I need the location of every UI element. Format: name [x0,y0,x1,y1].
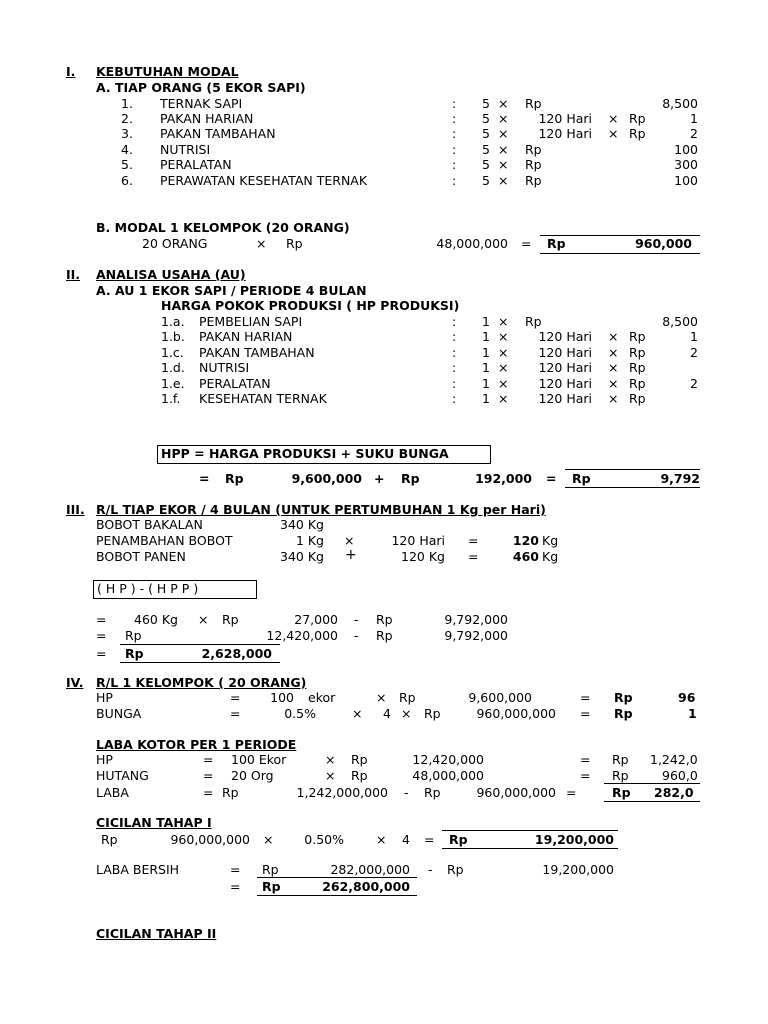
bobot-panen-label: BOBOT PANEN [96,549,186,564]
item-name: PAKAN TAMBAHAN [199,345,315,360]
item-days: 120 Hari [538,376,592,391]
hutang-value: 960,000,000 [476,785,556,800]
item-name: PERALATAN [160,157,232,172]
hutang-per-orang: 48,000,000 [412,768,484,783]
equals-sign: = [230,879,241,894]
rp-label: Rp [629,329,646,344]
unit-kg: Kg [542,549,559,564]
times-sign: × [263,832,274,847]
rp-label: Rp [447,862,464,877]
rp-label: Rp [399,690,416,705]
hasil-penjualan: 12,420,000 [266,628,338,643]
rp-label: Rp [225,471,244,486]
times-sign: × [325,768,336,783]
times-sign: × [498,173,509,188]
colon: : [452,360,457,375]
rp-label: Rp [629,345,646,360]
penambahan-bobot-label: PENAMBAHAN BOBOT [96,533,233,548]
bunga-persen: 0.50% [304,832,344,847]
total-bottom-rule [604,801,700,802]
item-days: 120 Hari [538,345,592,360]
section-3-number: III. [66,502,85,517]
item-value: 100 [674,142,698,157]
hp-kotor-value: 1,242,000,000 [296,785,388,800]
hpp-formula: HPP = HARGA PRODUKSI + SUKU BUNGA [161,446,449,461]
rp-label: Rp [222,785,239,800]
hpp-value: 9,792,000 [444,628,508,643]
section-1-title: KEBUTUHAN MODAL [96,64,239,79]
item-name: KESEHATAN TERNAK [199,391,327,406]
equals-sign: = [96,612,107,627]
item-name: PERAWATAN KESEHATAN TERNAK [160,173,368,188]
item-value: 1 [690,329,698,344]
times-sign: × [498,329,509,344]
bobot-bakalan-label: BOBOT BAKALAN [96,517,203,532]
equals-sign: = [230,706,241,721]
equals-sign: = [230,690,241,705]
rp-label: Rp [125,646,144,661]
colon: : [452,345,457,360]
equals-sign: = [199,471,210,486]
laba-bersih-total: 262,800,000 [322,879,410,894]
times-sign: × [498,157,509,172]
laba-kotor-title: LABA KOTOR PER 1 PERIODE [96,737,297,752]
item-quantity: 5 [482,111,490,126]
rp-label: Rp [125,628,142,643]
section-2-number: II. [66,267,81,282]
unit-kg: Kg [542,533,559,548]
rp-label: Rp [525,173,542,188]
times-sign: × [608,126,619,141]
harga-per-kg: 27,000 [294,612,338,627]
result-bottom-rule [120,662,280,663]
item-number: 1.b. [161,329,185,344]
item-value: 2 [690,345,698,360]
jumlah-ekor: 100 [270,690,294,705]
item-number: 6. [121,173,133,188]
cicilan-2-title: CICILAN TAHAP II [96,926,217,941]
item-value: 1 [690,111,698,126]
item-quantity: 5 [482,126,490,141]
times-sign: × [325,752,336,767]
item-days: 120 Hari [538,111,592,126]
hp-label: HP [96,690,113,705]
item-number: 4. [121,142,133,157]
item-name: PAKAN HARIAN [160,111,254,126]
rp-label: Rp [222,612,239,627]
hp-kelompok-total: 96 [678,690,696,705]
times-sign: × [376,832,387,847]
item-quantity: 1 [482,391,490,406]
item-name: PERALATAN [199,376,271,391]
rp-label: Rp [376,612,393,627]
jumlah-orang: 20 Org [231,768,274,783]
cicilan-1-title: CICILAN TAHAP I [96,815,212,830]
equals-sign: = [96,646,107,661]
sub-a-title: A. TIAP ORANG (5 EKOR SAPI) [96,80,306,95]
bobot-bakalan-value: 340 Kg [280,517,324,532]
harga-produksi-value: 9,600,000 [291,471,362,486]
item-number: 1.c. [161,345,184,360]
rp-label: Rp [629,376,646,391]
plus-sign: + [374,471,385,486]
item-number: 5. [121,157,133,172]
bobot-jual: 460 Kg [134,612,178,627]
item-value: 8,500 [662,314,698,329]
hp-per-ekor: 9,600,000 [468,690,532,705]
item-number: 2. [121,111,133,126]
item-value: 2 [690,126,698,141]
total-top-rule [442,830,618,831]
colon: : [452,314,457,329]
colon: : [452,391,457,406]
times-sign: × [344,533,355,548]
equals-sign: = [566,785,577,800]
rp-label: Rp [525,157,542,172]
item-value: 300 [674,157,698,172]
item-quantity: 5 [482,157,490,172]
times-sign: × [608,111,619,126]
rp-label: Rp [629,360,646,375]
item-number: 1.e. [161,376,185,391]
times-sign: × [498,360,509,375]
times-sign: × [352,706,363,721]
equals-sign: = [468,533,479,548]
result-top-rule [120,644,280,645]
minus-sign: - [428,862,433,877]
item-number: 1.f. [161,391,181,406]
hpp-total: 9,792 [660,471,700,486]
item-value: 2 [690,376,698,391]
total-bottom-rule [442,848,618,849]
item-quantity: 1 [482,314,490,329]
jumlah-bulan: 4 [383,706,391,721]
item-days: 120 Hari [538,329,592,344]
times-sign: × [256,236,267,251]
hp-label: HP [96,752,113,767]
item-days: 120 Hari [538,391,592,406]
rp-label: Rp [612,768,629,783]
rp-label: Rp [401,471,420,486]
rp-label: Rp [629,391,646,406]
colon: : [452,376,457,391]
equals-sign: = [580,706,591,721]
item-quantity: 5 [482,173,490,188]
equals-sign: = [203,785,214,800]
item-name: PEMBELIAN SAPI [199,314,303,329]
cicilan-1-total: 19,200,000 [534,832,614,847]
item-value: 8,500 [662,96,698,111]
item-number: 1. [121,96,133,111]
sub-b-title: B. MODAL 1 KELOMPOK (20 ORANG) [96,220,350,235]
times-sign: × [498,376,509,391]
times-sign: × [498,345,509,360]
rp-label: Rp [525,142,542,157]
bobot-panen-total: 460 [512,549,539,564]
times-sign: × [498,126,509,141]
item-name: NUTRISI [160,142,211,157]
item-quantity: 1 [482,360,490,375]
times-sign: × [401,706,412,721]
suku-bunga-value: 192,000 [475,471,532,486]
equals-sign: = [203,768,214,783]
times-sign: × [608,345,619,360]
modal-per-orang: 48,000,000 [436,236,508,251]
item-number: 1.a. [161,314,185,329]
unit-ekor: ekor [308,690,336,705]
hpp-value: 9,792,000 [444,612,508,627]
equals-sign: = [203,752,214,767]
rp-label: Rp [424,785,441,800]
rp-label: Rp [262,879,281,894]
rp-label: Rp [614,706,633,721]
item-quantity: 5 [482,96,490,111]
times-sign: × [376,690,387,705]
times-sign: × [608,329,619,344]
colon: : [452,329,457,344]
rp-label: Rp [286,236,303,251]
item-number: 1.d. [161,360,185,375]
pinjaman-value: 960,000,000 [170,832,250,847]
laba-bersih-label: LABA BERSIH [96,862,180,877]
section-4-title: R/L 1 KELOMPOK ( 20 ORANG) [96,675,307,690]
colon: : [452,142,457,157]
total-top-rule [257,877,417,878]
times-sign: × [198,612,209,627]
times-sign: × [608,376,619,391]
rp-label: Rp [351,752,368,767]
colon: : [452,96,457,111]
rp-label: Rp [612,752,629,767]
times-sign: × [498,314,509,329]
bobot-tambahan: 120 Kg [401,549,445,564]
section-2-title: ANALISA USAHA (AU) [96,267,246,282]
item-name: PAKAN TAMBAHAN [160,126,276,141]
rp-label: Rp [376,628,393,643]
hp-kotor-total: 1,242,0 [650,752,698,767]
suku-bunga-persen: 0.5% [284,706,316,721]
rp-label: Rp [547,236,566,251]
minus-sign: - [354,628,359,643]
item-value: 100 [674,173,698,188]
colon: : [452,157,457,172]
rp-label: Rp [525,314,542,329]
jumlah-hari: 120 Hari [391,533,445,548]
item-quantity: 1 [482,345,490,360]
colon: : [452,111,457,126]
rp-label: Rp [614,690,633,705]
laba-per-ekor: 2,628,000 [201,646,272,661]
hutang-total: 960,0 [662,768,698,783]
bobot-awal: 340 Kg [280,549,324,564]
equals-sign: = [580,752,591,767]
item-name: TERNAK SAPI [160,96,243,111]
rp-label: Rp [629,126,646,141]
colon: : [452,173,457,188]
item-name: PAKAN HARIAN [199,329,293,344]
minus-sign: - [404,785,409,800]
rp-label: Rp [351,768,368,783]
rp-label: Rp [572,471,591,486]
hasil-per-ekor: 12,420,000 [412,752,484,767]
equals-sign: = [580,690,591,705]
item-quantity: 1 [482,329,490,344]
times-sign: × [608,391,619,406]
plus-sign: + [345,547,357,563]
item-quantity: 5 [482,142,490,157]
penambahan-total: 120 [512,533,539,548]
total-top-rule [565,469,700,470]
rp-label: Rp [449,832,468,847]
item-days: 120 Hari [538,126,592,141]
penambahan-per-hari: 1 Kg [295,533,324,548]
bunga-label: BUNGA [96,706,142,721]
section-4-number: IV. [66,675,84,690]
modal-kelompok-total: 960,000 [635,236,692,251]
hp-hpp-formula: ( H P ) - ( H P P ) [97,581,199,596]
rp-label: Rp [525,96,542,111]
cicilan-value: 19,200,000 [542,862,614,877]
hutang-label: HUTANG [96,768,149,783]
item-name: NUTRISI [199,360,250,375]
jumlah-ekor: 100 Ekor [231,752,287,767]
laba-kotor-value: 282,000,000 [330,862,410,877]
equals-sign: = [468,549,479,564]
times-sign: × [498,111,509,126]
colon: : [452,126,457,141]
times-sign: × [498,142,509,157]
section-1-number: I. [66,64,76,79]
item-quantity: 1 [482,376,490,391]
laba-label: LABA [96,785,129,800]
section-3-title: R/L TIAP EKOR / 4 BULAN (UNTUK PERTUMBUHAN 1 Kg per Hari) [96,502,546,517]
equals-sign: = [521,236,532,251]
equals-sign: = [546,471,557,486]
rp-label: Rp [262,862,279,877]
total-bottom-rule [565,487,700,488]
equals-sign: = [424,832,435,847]
equals-sign: = [230,862,241,877]
times-sign: × [498,391,509,406]
total-bottom-rule [540,253,700,254]
minus-sign: - [354,612,359,627]
jumlah-bulan: 4 [402,832,410,847]
rp-label: Rp [612,785,631,800]
equals-sign: = [580,768,591,783]
times-sign: × [498,96,509,111]
rp-label: Rp [629,111,646,126]
laba-kotor-total: 282,0 [654,785,694,800]
equals-sign: = [96,628,107,643]
rp-label: Rp [101,832,118,847]
total-bottom-rule [257,895,417,896]
sub-a-title: A. AU 1 EKOR SAPI / PERIODE 4 BULAN [96,283,367,298]
item-number: 3. [121,126,133,141]
bunga-total: 1 [688,706,697,721]
item-days: 120 Hari [538,360,592,375]
group-orang: 20 ORANG [142,236,208,251]
hp-produksi-title: HARGA POKOK PRODUKSI ( HP PRODUKSI) [161,298,460,313]
rp-label: Rp [424,706,441,721]
total-top-rule [604,783,700,784]
pinjaman-value: 960,000,000 [476,706,556,721]
times-sign: × [608,360,619,375]
